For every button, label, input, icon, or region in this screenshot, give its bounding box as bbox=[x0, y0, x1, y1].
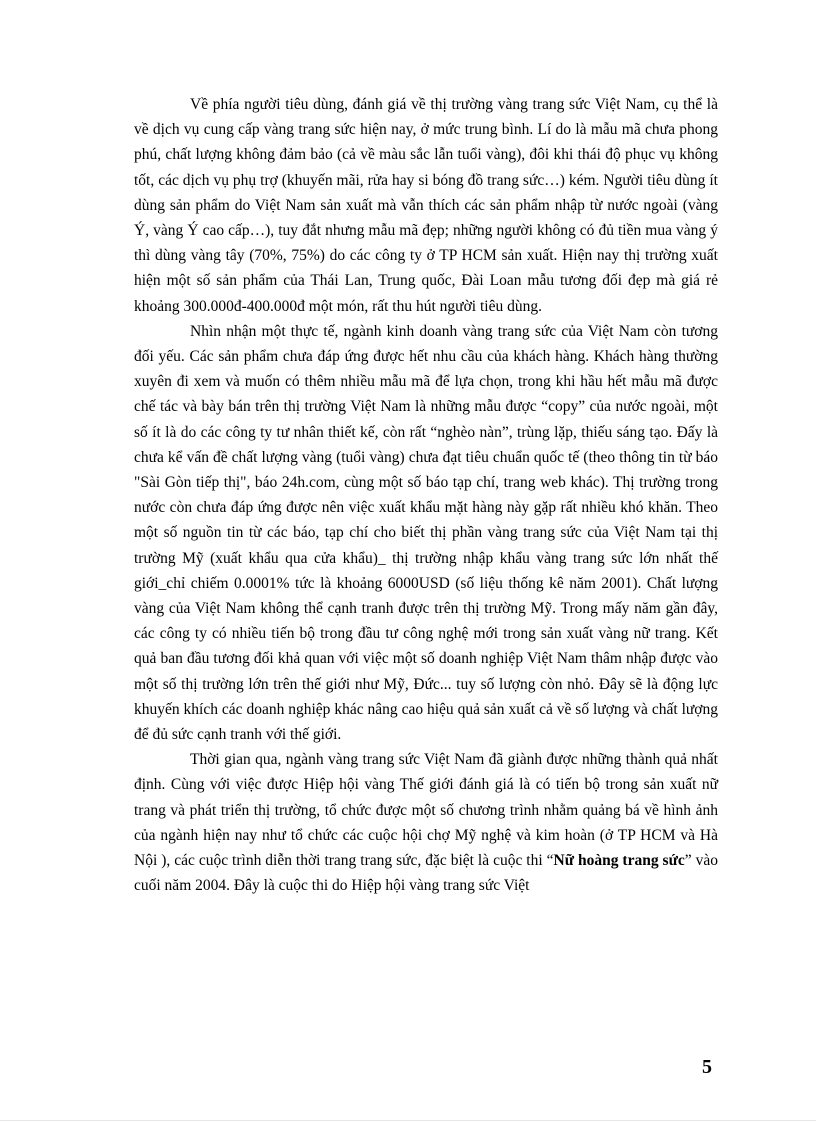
paragraph-text-before: Thời gian qua, ngành vàng trang sức Việt Nam đã giành được những thành quả nhất định. Cùng với việc được Hiệp hội vàng Thế giới đánh giá là có tiến bộ trong sản xuất nữ trang và phát triển thị trường, tổ chức được một số chương trình nhằm quảng bá về hình ảnh của ngành hiện nay như tổ chức các cuộc hội chợ Mỹ nghệ và kim hoàn (ở TP HCM và Hà Nội ), các cuộc trình diễn thời trang trang sức, đặc biệt là cuộc thi “ bbox=[134, 751, 718, 870]
paragraph-industry-assessment: Nhìn nhận một thực tế, ngành kinh doanh vàng trang sức của Việt Nam còn tương đối yếu. Các sản phẩm chưa đáp ứng được hết nhu cầu của khách hàng. Khách hàng thường xuyên đi xem và muốn có thêm nhiều mẫu mã để lựa chọn, trong khi hầu hết mẫu mã được chế tác và bày bán trên thị trường Việt Nam là những mẫu được “copy” của nước ngoài, một số ít là do các công ty tư nhân thiết kế, còn rất “nghèo nàn”, trùng lặp, thiếu sáng tạo. Đấy là chưa kể vấn đề chất lượng vàng (tuổi vàng) chưa đạt tiêu chuẩn quốc tế (theo thông tin từ báo "Sài Gòn tiếp thị", báo 24h.com, cùng một số báo tạp chí, trang web khác). Thị trường trong nước còn chưa đáp ứng được nên việc xuất khẩu mặt hàng này gặp rất nhiều khó khăn. Theo một số nguồn tin từ các báo, tạp chí cho biết thị phần vàng trang sức của Việt Nam tại thị trường Mỹ (xuất khẩu qua cửa khẩu)_ thị trường nhập khẩu vàng trang sức lớn nhất thế giới_chỉ chiếm 0.0001% tức là khoảng 6000USD (số liệu thống kê năm 2001). Chất lượng vàng của Việt Nam không thể cạnh tranh được trên thị trường Mỹ. Trong mấy năm gần đây, các công ty có nhiều tiến bộ trong đầu tư công nghệ mới trong sản xuất vàng nữ trang. Kết quả ban đầu tương đối khả quan với việc một số doanh nghiệp Việt Nam thâm nhập được vào một số thị trường lớn trên thế giới như Mỹ, Đức... tuy số lượng còn nhỏ. Đây sẽ là động lực khuyến khích các doanh nghiệp khác nâng cao hiệu quả sản xuất cả về số lượng và chất lượng để đủ sức cạnh tranh với thế giới. bbox=[134, 322, 718, 744]
paragraph-text-after: ” vào cuối năm 2004. Đây là cuộc thi do Hiệp hội vàng trang sức Việt bbox=[134, 852, 718, 895]
page-number: 5 bbox=[702, 1056, 712, 1078]
page-bottom-rule bbox=[0, 1120, 816, 1121]
contest-name: Nữ hoàng trang sức bbox=[553, 852, 685, 870]
paragraph-achievements bbox=[134, 747, 718, 898]
paragraph-consumer-view: Về phía người tiêu dùng, đánh giá về thị trường vàng trang sức Việt Nam, cụ thể là về dịch vụ cung cấp vàng trang sức hiện nay, ở mức trung bình. Lí do là mẫu mã chưa phong phú, chất lượng không đảm bảo (cả về màu sắc lẫn tuổi vàng), đôi khi thái độ phục vụ không tốt, các dịch vụ phụ trợ (khuyến mãi, rửa hay si bóng đồ trang sức…) kém. Người tiêu dùng ít dùng sản phẩm do Việt Nam sản xuất mà vẫn thích các sản phẩm nhập từ nước ngoài (vàng Ý, vàng Ý cao cấp…), tuy đắt nhưng mẫu mã đẹp; những người không có đủ tiền mua vàng ý thì dùng vàng tây (70%, 75%) do các công ty ở TP HCM sản xuất. Hiện nay thị trường xuất hiện một số sản phẩm của Thái Lan, Trung quốc, Đài Loan mẫu tương đối đẹp mà giá rẻ khoảng 300.000đ-400.000đ một món, rất thu hút người tiêu dùng. bbox=[134, 96, 718, 315]
document-body bbox=[134, 92, 718, 899]
